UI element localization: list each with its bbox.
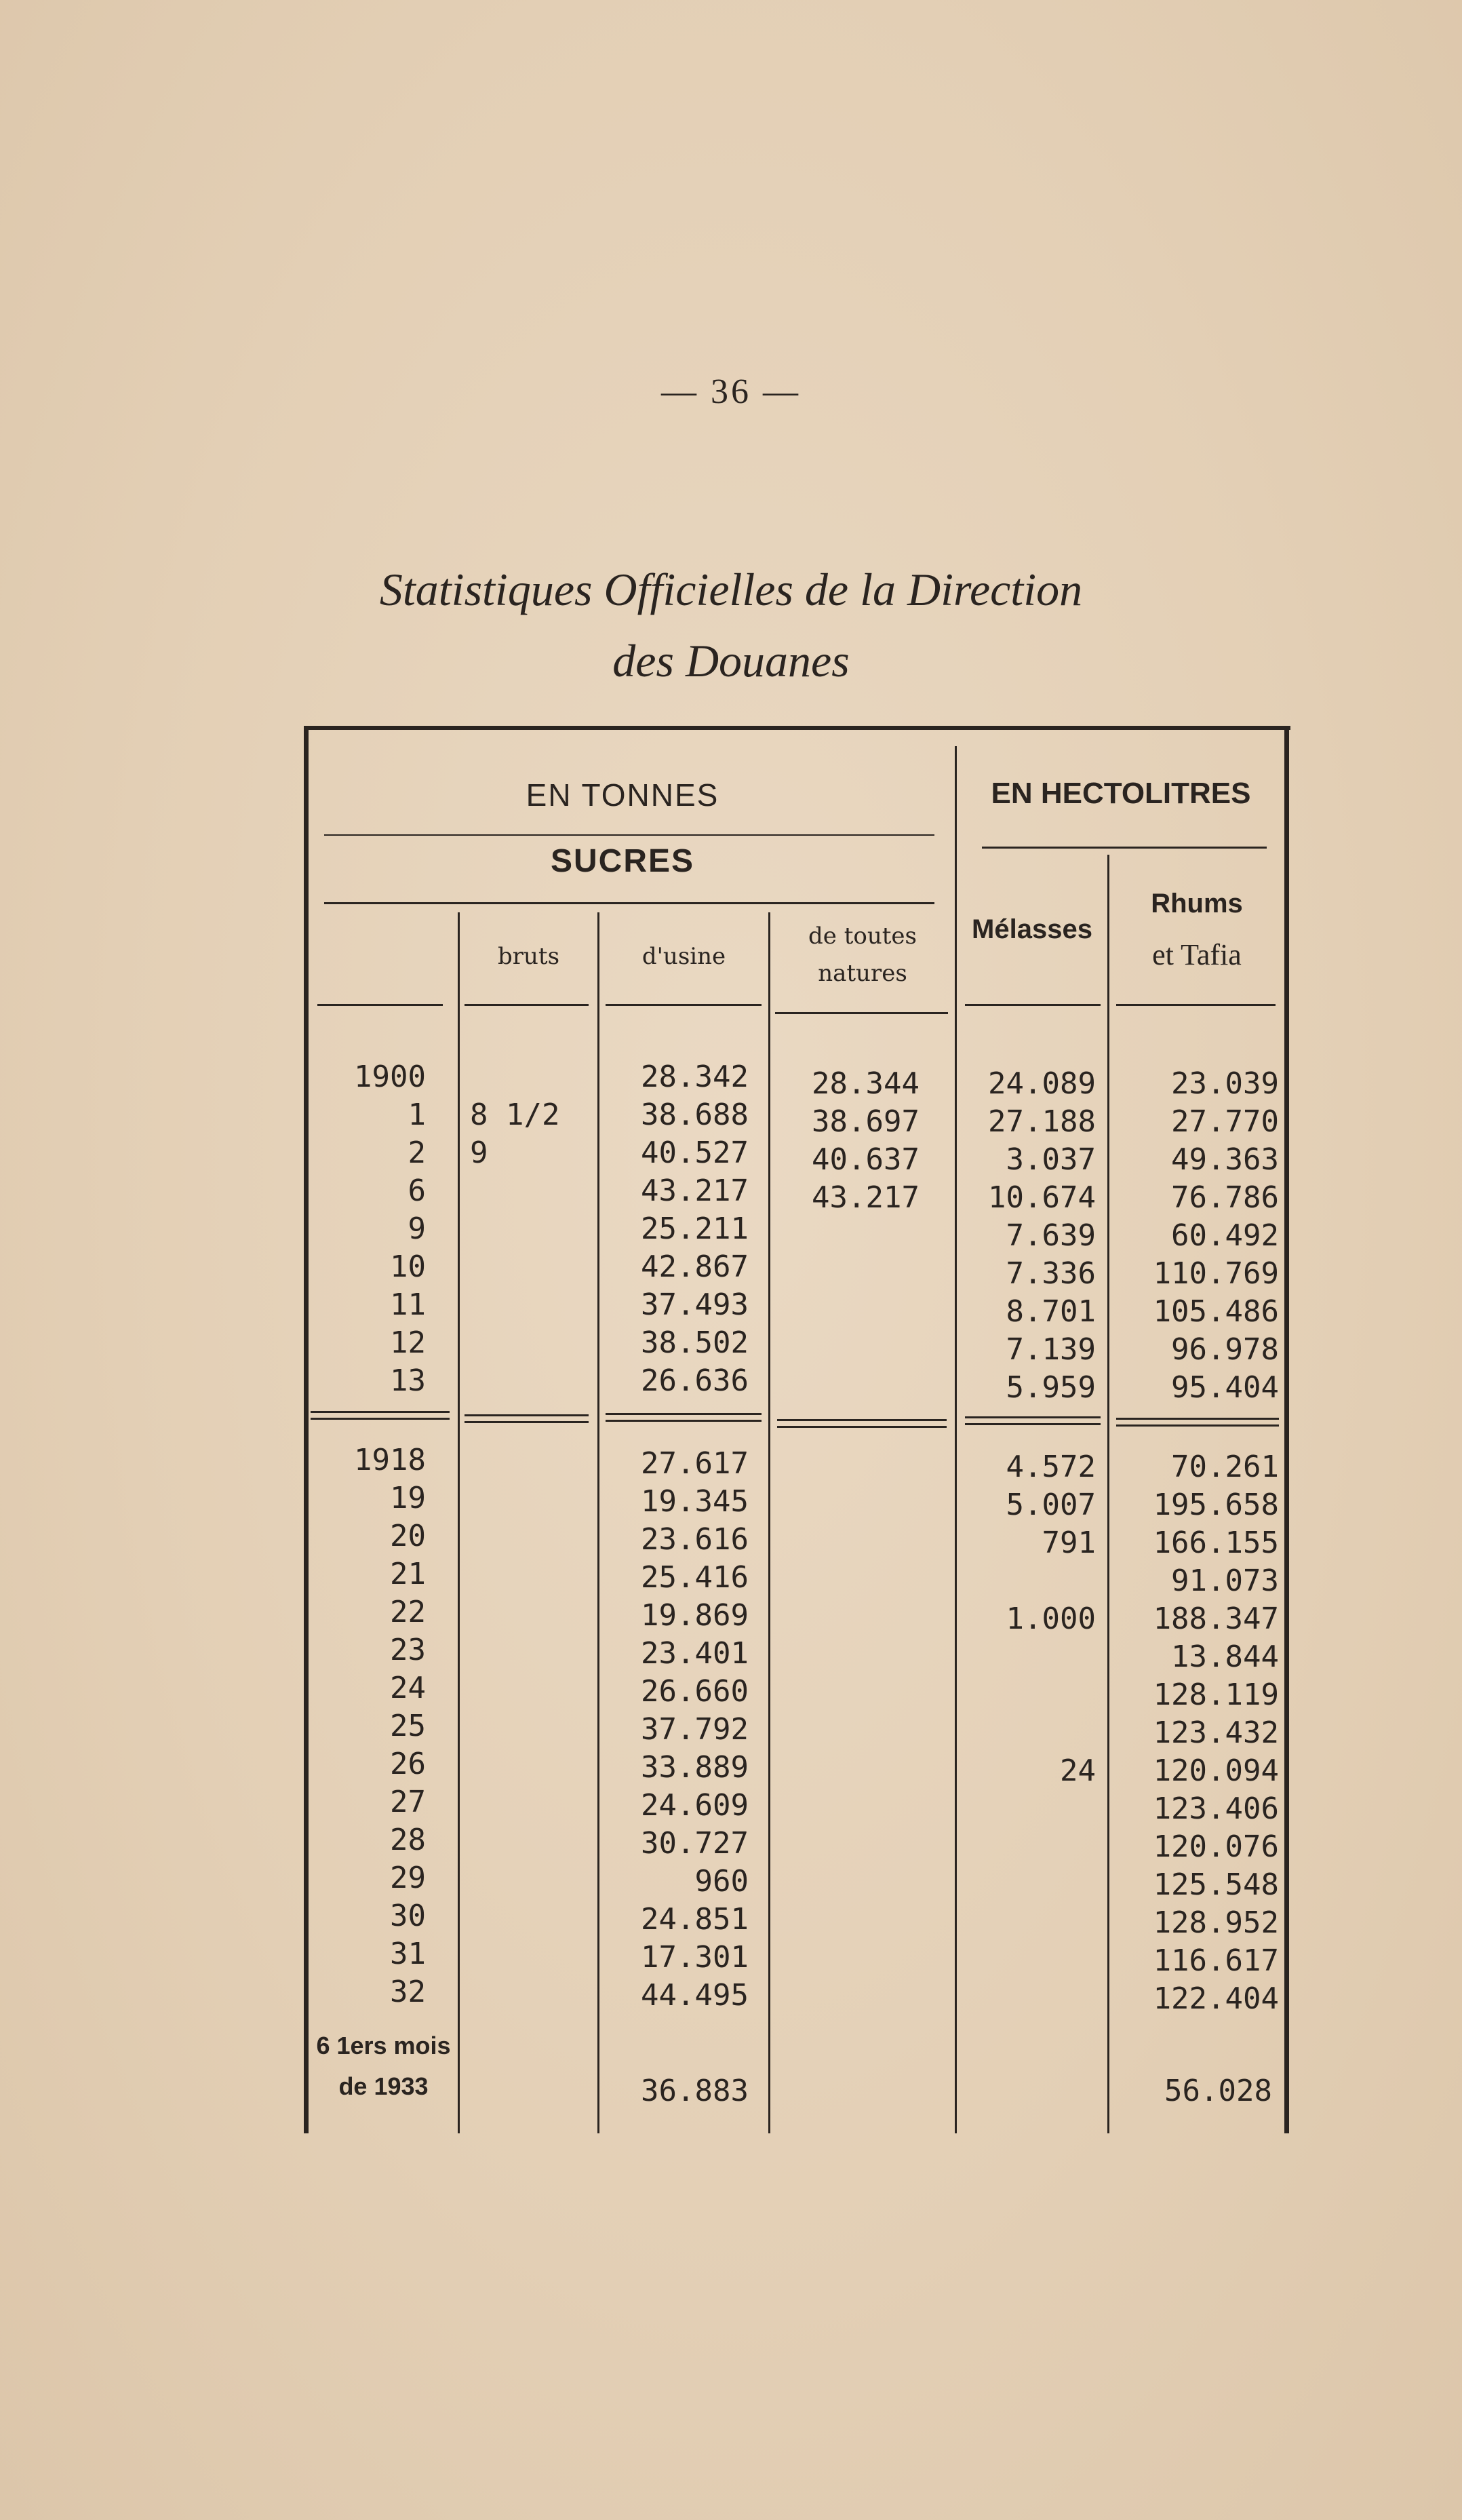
table-cell-rhums: 60.492 <box>1171 1218 1279 1253</box>
table-cell-year: 29 <box>390 1861 426 1895</box>
table-cell-melasses: 24 <box>1060 1753 1096 1788</box>
table-cell-melasses: 27.188 <box>988 1104 1096 1139</box>
table-cell-melasses: 4.572 <box>1006 1450 1096 1484</box>
table-cell-toutes: 40.637 <box>812 1142 920 1177</box>
section1-years <box>311 1058 426 1400</box>
table-cell-melasses: 8.701 <box>1006 1294 1096 1329</box>
table-cell-rhums: 23.039 <box>1171 1066 1279 1101</box>
table-cell-melasses: 7.139 <box>1006 1332 1096 1367</box>
table-cell-bruts <box>470 1248 592 1286</box>
table-cell-year: 27 <box>390 1785 426 1819</box>
table-cell-melasses <box>957 1866 1096 1904</box>
table-cell-year: 1 <box>408 1098 426 1132</box>
column-header-usine: d'usine <box>641 943 726 970</box>
table-cell-toutes <box>770 1331 920 1369</box>
table-cell-bruts: 8 1/2 <box>470 1098 560 1132</box>
table-cell-toutes <box>770 1217 920 1255</box>
table-cell-rhums: 195.658 <box>1153 1488 1279 1522</box>
table-cell-melasses: 3.037 <box>1006 1142 1096 1177</box>
table-cell-melasses <box>957 1790 1096 1828</box>
table-cell-usine: 27.617 <box>641 1446 749 1481</box>
table-cell-year: 1918 <box>354 1443 426 1477</box>
final-row-label-line-2: de 1933 <box>338 2072 429 2100</box>
table-cell-melasses: 791 <box>1042 1526 1096 1560</box>
table-cell-usine: 33.889 <box>641 1750 749 1785</box>
table-cell-melasses <box>957 1904 1096 1942</box>
table-cell-melasses: 24.089 <box>988 1066 1096 1101</box>
table-cell-melasses: 1.000 <box>1006 1602 1096 1636</box>
hectolitres-underline <box>982 847 1267 849</box>
table-cell-melasses <box>957 1638 1096 1676</box>
table-cell-year: 21 <box>390 1557 426 1591</box>
table-cell-bruts <box>470 1210 592 1248</box>
table-cell-melasses: 10.674 <box>988 1180 1096 1215</box>
table-cell-rhums: 76.786 <box>1171 1180 1279 1215</box>
table-cell-usine: 26.636 <box>641 1363 749 1398</box>
page-number: — 36 — <box>661 372 801 411</box>
table-cell-melasses: 5.007 <box>1006 1488 1096 1522</box>
table-cell-usine: 19.345 <box>641 1484 749 1519</box>
section-separator <box>777 1419 947 1421</box>
table-cell-usine: 960 <box>694 1864 749 1899</box>
table-cell-rhums: 120.094 <box>1153 1753 1279 1788</box>
table-cell-melasses: 5.959 <box>1006 1370 1096 1405</box>
final-row-rhums: 56.028 <box>1164 2074 1272 2108</box>
table-cell-usine: 23.616 <box>641 1522 749 1557</box>
column-header-melasses: Mélasses <box>972 914 1092 944</box>
section-separator <box>1116 1424 1279 1427</box>
table-cell-bruts <box>470 1286 592 1324</box>
table-cell-rhums: 120.076 <box>1153 1829 1279 1864</box>
table-cell-usine: 37.792 <box>641 1712 749 1747</box>
section2-years <box>311 1441 426 2011</box>
column-header-toutes-line-2: natures <box>818 960 907 987</box>
table-cell-usine: 26.660 <box>641 1674 749 1709</box>
table-cell-rhums: 95.404 <box>1171 1370 1279 1405</box>
table-cell-usine: 28.342 <box>641 1060 749 1094</box>
table-cell-usine: 17.301 <box>641 1940 749 1975</box>
final-row-label-line-1: 6 1ers mois <box>316 2032 451 2059</box>
section-separator <box>1116 1418 1279 1420</box>
table-cell-toutes: 28.344 <box>812 1066 920 1101</box>
table-cell-year: 11 <box>390 1287 426 1322</box>
table-cell-rhums: 123.406 <box>1153 1791 1279 1826</box>
table-cell-year: 23 <box>390 1633 426 1667</box>
table-cell-rhums: 91.073 <box>1171 1564 1279 1598</box>
table-cell-year: 2 <box>408 1136 426 1170</box>
section-separator <box>777 1426 947 1428</box>
table-cell-year: 28 <box>390 1823 426 1857</box>
table-cell-bruts <box>470 1172 592 1210</box>
header-bottom-rule <box>775 1012 948 1014</box>
table-cell-rhums: 166.155 <box>1153 1526 1279 1560</box>
header-bottom-rule <box>606 1004 762 1006</box>
table-cell-toutes <box>770 1293 920 1331</box>
table-cell-melasses <box>957 1676 1096 1714</box>
table-cell-usine: 19.869 <box>641 1598 749 1633</box>
table-cell-usine: 25.416 <box>641 1560 749 1595</box>
header-bottom-rule <box>1116 1004 1276 1006</box>
table-cell-rhums: 122.404 <box>1153 1981 1279 2016</box>
section-separator <box>465 1414 589 1416</box>
table-cell-toutes: 38.697 <box>812 1104 920 1139</box>
header-bottom-rule <box>465 1004 589 1006</box>
table-cell-melasses <box>957 1980 1096 2018</box>
group-header-hectolitres: EN HECTOLITRES <box>991 777 1251 810</box>
section2-melasses <box>957 1448 1096 2018</box>
section1-usine <box>599 1058 749 1400</box>
table-cell-rhums: 116.617 <box>1153 1943 1279 1978</box>
section-separator <box>965 1416 1101 1418</box>
section1-melasses <box>957 1065 1096 1407</box>
section1-bruts <box>470 1058 592 1400</box>
table-cell-usine: 24.609 <box>641 1788 749 1823</box>
vertical-divider-bruts <box>458 912 460 2133</box>
table-cell-melasses: 7.639 <box>1006 1218 1096 1253</box>
table-cell-bruts <box>470 1058 592 1096</box>
table-cell-year: 31 <box>390 1937 426 1971</box>
subgroup-header-sucres: SUCRES <box>550 843 695 879</box>
section-separator <box>965 1423 1101 1425</box>
table-cell-year: 22 <box>390 1595 426 1629</box>
section1-toutes <box>770 1065 920 1407</box>
table-cell-melasses <box>957 1714 1096 1752</box>
table-cell-year: 24 <box>390 1671 426 1705</box>
table-left-rule <box>304 726 309 2133</box>
section-separator <box>465 1421 589 1423</box>
tonnes-underline <box>324 834 934 836</box>
section2-rhums <box>1109 1448 1279 2018</box>
table-cell-toutes <box>770 1369 920 1407</box>
table-cell-year: 20 <box>390 1519 426 1553</box>
page-title-line-2: des Douanes <box>612 635 850 686</box>
table-cell-bruts: 9 <box>470 1136 488 1170</box>
table-cell-year: 13 <box>390 1363 426 1398</box>
table-cell-usine: 30.727 <box>641 1826 749 1861</box>
final-row-usine: 36.883 <box>641 2074 749 2108</box>
table-cell-rhums: 188.347 <box>1153 1602 1279 1636</box>
table-cell-year: 19 <box>390 1481 426 1515</box>
table-cell-melasses <box>957 1828 1096 1866</box>
table-cell-rhums: 70.261 <box>1171 1450 1279 1484</box>
section-separator <box>311 1411 450 1413</box>
table-cell-rhums: 123.432 <box>1153 1715 1279 1750</box>
table-cell-melasses <box>957 1562 1096 1600</box>
table-cell-year: 32 <box>390 1975 426 2009</box>
table-cell-year: 26 <box>390 1747 426 1781</box>
table-right-rule <box>1284 726 1289 2133</box>
table-cell-rhums: 105.486 <box>1153 1294 1279 1329</box>
table-cell-toutes <box>770 1255 920 1293</box>
table-cell-melasses <box>957 1942 1096 1980</box>
section-separator <box>311 1418 450 1420</box>
column-header-rhums-line-1: Rhums <box>1151 889 1243 918</box>
table-cell-year: 1900 <box>354 1060 426 1094</box>
table-cell-usine: 43.217 <box>641 1174 749 1208</box>
header-bottom-rule <box>965 1004 1101 1006</box>
table-cell-bruts <box>470 1362 592 1400</box>
column-header-bruts: bruts <box>497 943 560 970</box>
table-cell-year: 9 <box>408 1211 426 1246</box>
section-separator <box>606 1420 762 1422</box>
table-cell-rhums: 128.952 <box>1153 1905 1279 1940</box>
group-header-tonnes: EN TONNES <box>526 777 719 813</box>
section-separator <box>606 1413 762 1415</box>
table-cell-year: 30 <box>390 1899 426 1933</box>
statistics-table <box>304 726 1290 2133</box>
table-top-rule <box>304 726 1290 730</box>
table-cell-usine: 37.493 <box>641 1287 749 1322</box>
table-cell-usine: 40.527 <box>641 1136 749 1170</box>
table-cell-year: 12 <box>390 1325 426 1360</box>
table-cell-usine: 25.211 <box>641 1211 749 1246</box>
page-title-line-1: Statistiques Officielles de la Direction <box>379 564 1083 615</box>
table-cell-bruts <box>470 1324 592 1362</box>
table-cell-usine: 42.867 <box>641 1249 749 1284</box>
table-cell-rhums: 125.548 <box>1153 1867 1279 1902</box>
table-cell-usine: 44.495 <box>641 1978 749 2013</box>
table-cell-usine: 38.502 <box>641 1325 749 1360</box>
table-cell-rhums: 128.119 <box>1153 1678 1279 1712</box>
table-cell-year: 10 <box>390 1249 426 1284</box>
table-cell-usine: 38.688 <box>641 1098 749 1132</box>
table-cell-rhums: 13.844 <box>1171 1640 1279 1674</box>
section1-rhums <box>1109 1065 1279 1407</box>
table-cell-usine: 23.401 <box>641 1636 749 1671</box>
header-bottom-rule <box>317 1004 443 1006</box>
table-cell-rhums: 27.770 <box>1171 1104 1279 1139</box>
table-cell-rhums: 110.769 <box>1153 1256 1279 1291</box>
table-cell-year: 25 <box>390 1709 426 1743</box>
table-cell-year: 6 <box>408 1174 426 1208</box>
sucres-underline <box>324 902 934 904</box>
column-header-rhums-line-2: et Tafia <box>1152 938 1242 971</box>
table-cell-toutes: 43.217 <box>812 1180 920 1215</box>
table-cell-usine: 24.851 <box>641 1902 749 1937</box>
table-cell-rhums: 96.978 <box>1171 1332 1279 1367</box>
table-cell-rhums: 49.363 <box>1171 1142 1279 1177</box>
column-header-toutes-line-1: de toutes <box>808 923 917 950</box>
section2-usine <box>599 1445 749 2015</box>
table-cell-melasses: 7.336 <box>1006 1256 1096 1291</box>
